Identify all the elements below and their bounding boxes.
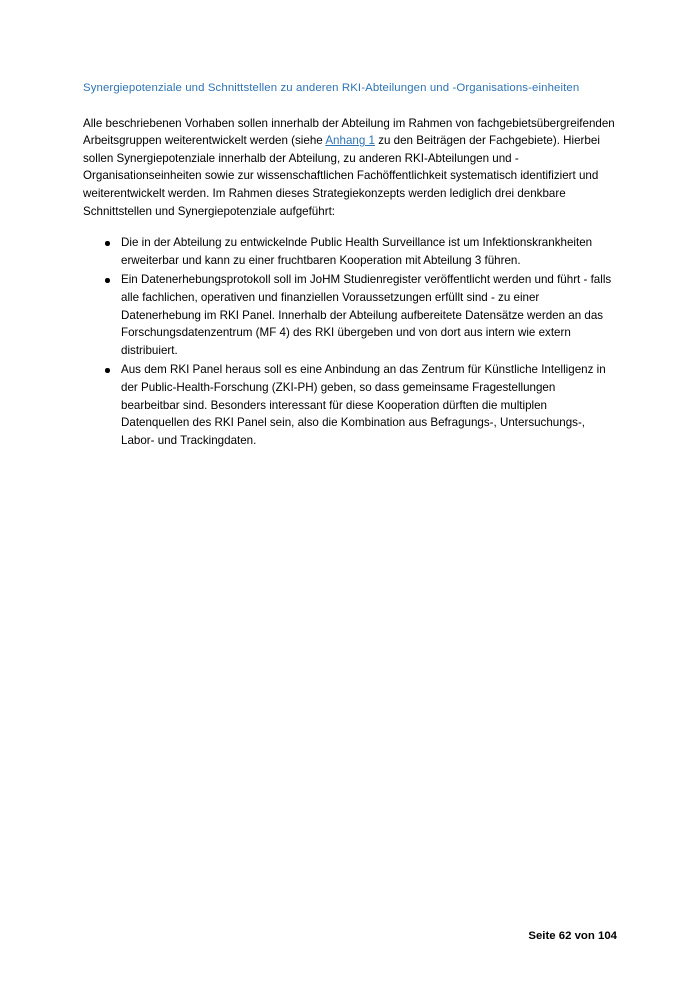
- list-item-text: Ein Datenerhebungsprotokoll soll im JoHM Studienregister veröffentlicht werden und führt - falls alle fachlichen, operativen und finanziellen Voraussetzungen erfüllt sind - zu einer Datenerhebung im RKI Panel. Innerhalb der Abteilung aufbereitete Datensätze werden an das Forschungsdatenzentrum (MF 4) des RKI übergeben und von dort aus intern wie extern distribuiert.: [121, 273, 612, 357]
- list-item-text: Aus dem RKI Panel heraus soll es eine Anbindung an das Zentrum für Künstliche Intelligenz in der Public-Health-Forschung (ZKI-PH) geben, so dass gemeinsame Fragestellungen bearbeitbar sind. Besonders interessant für diese Kooperation dürften die multiplen Datenquellen des RKI Panel sein, also die Kombination aus Befragungs-, Untersuchungs-, Labor- und Trackingdaten.: [121, 363, 606, 447]
- anhang-1-link[interactable]: Anhang 1: [325, 134, 375, 148]
- list-item-text: Die in der Abteilung zu entwickelnde Public Health Surveillance ist um Infektionskrankheiten erweiterbar und kann zu einer fruchtbaren Kooperation mit Abteilung 3 führen.: [121, 236, 593, 267]
- list-item: [83, 234, 617, 269]
- page-footer: Seite 62 von 104: [528, 930, 617, 942]
- document-content: [83, 80, 617, 452]
- list-item: [83, 271, 617, 359]
- intro-paragraph: [83, 115, 617, 221]
- synergy-bullet-list: [83, 234, 617, 449]
- paragraph-text-before-link: Alle beschriebenen Vorhaben sollen innerhalb der Abteilung im Rahmen von fachgebietsübergreifenden Arbeitsgruppen weiterentwickelt werden (siehe: [83, 116, 615, 148]
- list-item: [83, 361, 617, 449]
- section-heading: Synergiepotenziale und Schnittstellen zu anderen RKI-Abteilungen und -Organisations-einheiten: [83, 82, 580, 94]
- paragraph-text-after-link: zu den Beiträgen der Fachgebiete). Hierbei sollen Synergiepotenziale innerhalb der Abteilung, zu anderen RKI-Abteilungen und -Organisationseinheiten sowie zur wissenschaftlichen Fachöffentlichkeit systematisch identifiziert und weiterentwickelt werden. Im Rahmen dieses Strategiekonzepts werden lediglich drei denkbare Schnittstellen und Synergiepotenziale aufgeführt:: [83, 134, 600, 218]
